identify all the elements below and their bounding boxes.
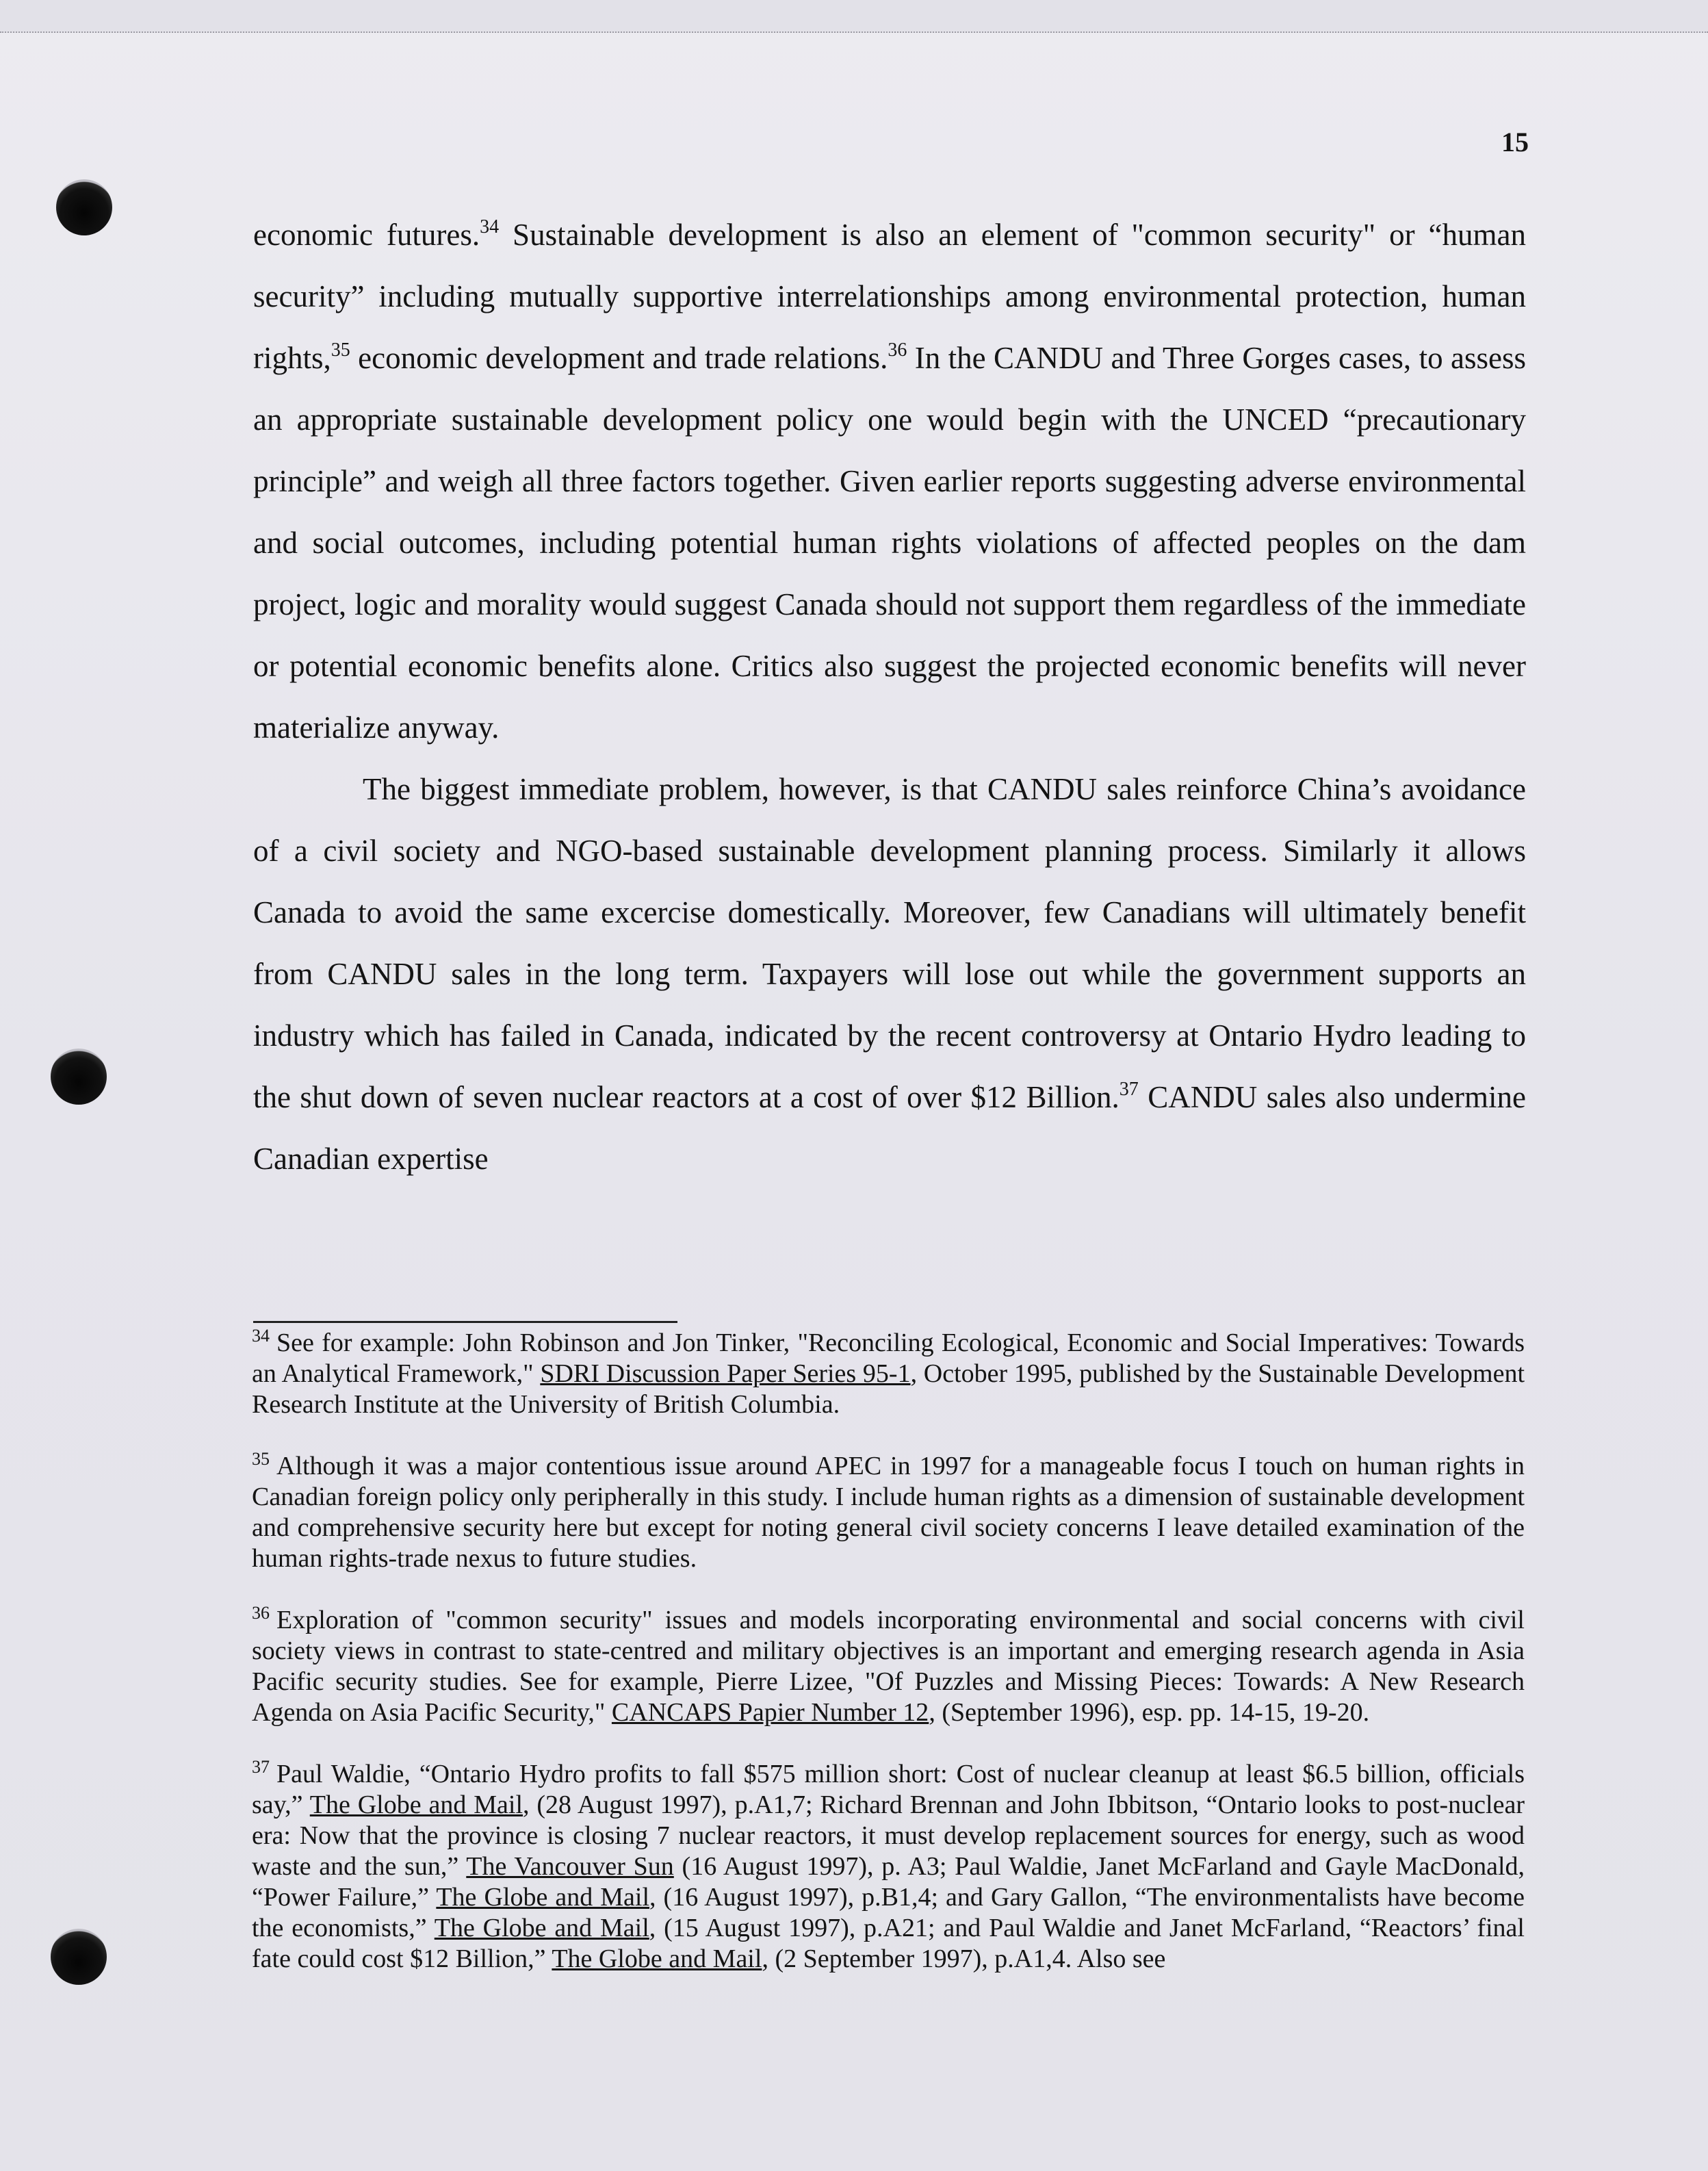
footnote-ref-36: 36 (888, 339, 907, 361)
footnote-34-text-a: See for example: John Robinson and Jon Tinker, "Reconciling Ecological, Economic and Social Imperatives: Towards an Analytical Framework," (252, 1328, 1525, 1388)
footnote-34-title: SDRI Discussion Paper Series 95-1 (540, 1359, 911, 1388)
footnote-37-title-1: The Globe and Mail (309, 1790, 523, 1819)
footnote-37-title-4: The Globe and Mail (434, 1914, 649, 1942)
footnote-37-text-e: , (15 August 1997), p.A21; and Paul Waldie and Janet McFarland, “Reactors’ final fate could cost $12 Billion,” (252, 1914, 1525, 1973)
paragraph-1-text-d: In the CANDU and Three Gorges cases, to assess an appropriate sustainable development policy one would begin with the UNCED “precautionary principle” and weigh all three factors together. Given earlier reports suggesting adverse environmental and social outcomes, including potential human rights violations of affected peoples on the dam project, logic and morality would suggest Canada should not support them regardless of the immediate or potential economic benefits alone. Critics also suggest the projected economic benefits will never materialize anyway. (253, 341, 1526, 745)
footnote-ref-34: 34 (480, 216, 500, 237)
footnote-34 (252, 1328, 1525, 1420)
footnote-37-title-2: The Vancouver Sun (466, 1852, 674, 1881)
footnote-37-title-5: The Globe and Mail (552, 1944, 762, 1973)
paragraph-2-text-b: CANDU sales also undermine Canadian expertise (253, 1080, 1526, 1176)
footnote-ref-37: 37 (1119, 1079, 1139, 1100)
paragraph-2-text-a: The biggest immediate problem, however, is that CANDU sales reinforce China’s avoidance of a civil society and NGO-based sustainable development planning process. Similarly it allows Canada to avoid the same excercise domestically. Moreover, few Canadians will ultimately benefit from CANDU sales in the long term. Taxpayers will lose out while the government supports an industry which has failed in Canada, indicated by the recent controversy at Ontario Hydro leading to the shut down of seven nuclear reactors at a cost of over $12 Billion. (253, 772, 1526, 1114)
footnote-37 (252, 1759, 1525, 1975)
footnote-ref-35: 35 (331, 339, 350, 361)
footnote-37-number: 37 (252, 1757, 270, 1777)
footnote-separator (253, 1321, 677, 1323)
footnote-37-text-b: , (28 August 1997), p.A1,7; Richard Brennan and John Ibbitson, “Ontario looks to post-nuclear era: Now that the province is closing 7 nuclear reactors, it must develop replacement sources for energy, such as wood waste and the sun,” (252, 1790, 1525, 1881)
footnote-36-title: CANCAPS Papier Number 12 (611, 1698, 929, 1727)
main-body-text (253, 204, 1526, 1190)
footnote-37-text-c: (16 August 1997), p. A3; Paul Waldie, Janet McFarland and Gayle MacDonald, “Power Failure,” (252, 1852, 1525, 1912)
footnote-35 (252, 1451, 1525, 1574)
page-number: 15 (1501, 127, 1529, 157)
paragraph-1-text-c: economic development and trade relations. (350, 341, 888, 375)
paragraph-1-text-a: economic futures. (253, 218, 480, 252)
footnote-37-text-f: , (2 September 1997), p.A1,4. Also see (762, 1944, 1166, 1973)
footnote-35-text: Although it was a major contentious issue around APEC in 1997 for a manageable focus I touch on human rights in Canadian foreign policy only peripherally in this study. I include human rights as a dimension of sustainable development and comprehensive security here but except for noting general civil society concerns I leave detailed examination of the human rights-trade nexus to future studies. (252, 1452, 1525, 1573)
footnote-34-number: 34 (252, 1326, 270, 1346)
binder-hole-bottom (51, 1929, 107, 1985)
footnote-36-text-a: Exploration of "common security" issues and models incorporating environmental and social concerns with civil society views in contrast to state-centred and military objectives is an important and emerging research agenda in Asia Pacific security studies. See for example, Pierre Lizee, "Of Puzzles and Missing Pieces: Towards: A New Research Agenda on Asia Pacific Security," (252, 1606, 1525, 1727)
paragraph-1-text-b: Sustainable development is also an element of "common security" or “human security” including mutually supportive interrelationships among environmental protection, human rights, (253, 218, 1526, 375)
footnote-37-text-d: , (16 August 1997), p.B1,4; and Gary Gallon, “The environmentalists have become the economists,” (252, 1883, 1525, 1942)
footnote-36-text-b: , (September 1996), esp. pp. 14-15, 19-20. (929, 1698, 1370, 1727)
footnote-37-text-a: Paul Waldie, “Ontario Hydro profits to fall $575 million short: Cost of nuclear cleanup at least $6.5 billion, officials say,” (252, 1760, 1525, 1819)
binder-hole-top (56, 179, 112, 235)
footnote-36-number: 36 (252, 1603, 270, 1623)
footnote-35-number: 35 (252, 1449, 270, 1469)
paragraph-1 (253, 204, 1526, 758)
binder-hole-middle (51, 1049, 107, 1105)
footnotes (252, 1328, 1525, 2005)
paragraph-2 (253, 758, 1526, 1190)
footnote-34-text-b: , October 1995, published by the Sustainable Development Research Institute at the University of British Columbia. (252, 1359, 1525, 1419)
footnote-37-title-3: The Globe and Mail (436, 1883, 650, 1912)
footnote-36 (252, 1605, 1525, 1728)
page-top-edge (0, 0, 1708, 33)
